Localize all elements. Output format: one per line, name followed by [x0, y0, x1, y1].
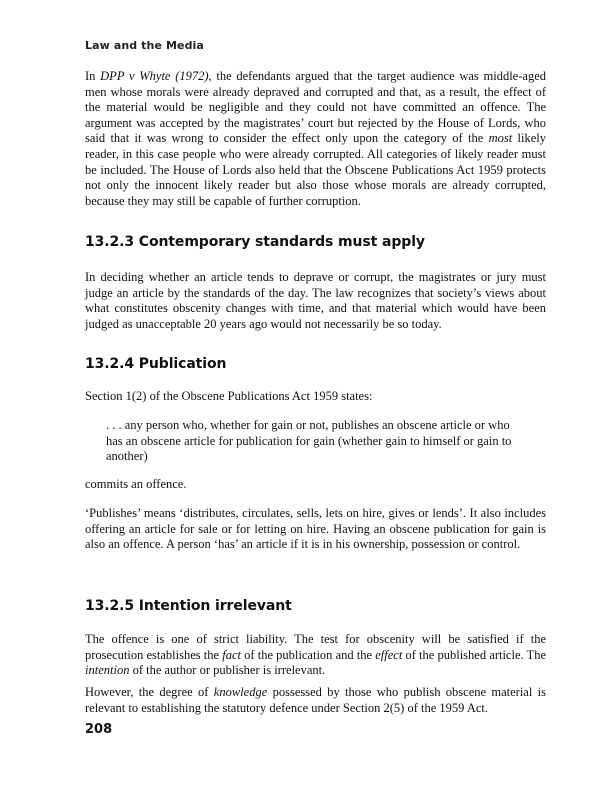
running-header: Law and the Media	[85, 39, 204, 52]
statute-quote: . . . any person who, whether for gain or not, publishes an obscene article or who has an obscene article for publication for gain (whether gain to himself or gain to another)	[106, 418, 512, 464]
emphasis: intention	[85, 663, 130, 678]
text: possessed by those who publish obscene material is relevant to establishing the statutory defence under Section 2(5) of the 1959 Act.	[85, 685, 546, 715]
paragraph-knowledge	[85, 685, 546, 716]
page-number: 208	[85, 722, 113, 737]
emphasis: effect	[375, 647, 403, 662]
emphasis: most	[488, 131, 513, 146]
text: likely reader, in this case people who were already corrupted. All categories of likely reader must be included. The House of Lords also held that the Obscene Publications Act 1959 protects not only the innocent likely reader but also those whose morals are already corrupted, because they may still be capable of further corruption.	[85, 131, 547, 208]
text: of the author or publisher is irrelevant.	[129, 663, 326, 678]
case-name: DPP v Whyte (1972)	[100, 69, 209, 83]
section-heading-13-2-5: 13.2.5 Intention irrelevant	[85, 598, 292, 614]
text: , the defendants argued that the target audience was middle-aged men whose morals were already depraved and corrupted and that, as a result, the effect of the material would be negligible and they could not have committed an offence. The argument was accepted by the magistrates’ court but rejected by the House of Lords, who said that it was wrong to consider the effect only upon the category of the	[85, 69, 546, 146]
text: of the published article. The	[402, 647, 546, 662]
text: The offence is one of strict liability. The test for obscenity will be satisfied if the prosecution establishes the	[85, 632, 546, 662]
paragraph-section-intro: Section 1(2) of the Obscene Publications Act 1959 states:	[85, 389, 373, 403]
emphasis: fact	[222, 647, 241, 662]
text: However, the degree of	[85, 685, 214, 699]
section-heading-13-2-3: 13.2.3 Contemporary standards must apply	[85, 234, 425, 250]
paragraph-commits-offence: commits an offence.	[85, 477, 187, 491]
emphasis: knowledge	[213, 685, 268, 699]
paragraph-strict-liability	[85, 632, 546, 679]
paragraph-contemporary-standards: In deciding whether an article tends to deprave or corrupt, the magistrates or jury must judge an article by the standards of the day. The law recognizes that society’s views about what constitutes obscenity changes with time, and that material which would have been judged as unacceptable 20 years ago would not necessarily be so today.	[85, 270, 546, 331]
text: In	[85, 69, 101, 83]
text: of the publication and the	[241, 647, 376, 662]
section-heading-13-2-4: 13.2.4 Publication	[85, 356, 227, 372]
paragraph-publishes-definition: ‘Publishes’ means ‘distributes, circulates, sells, lets on hire, gives or lends’. It also includes offering an article for sale or for letting on hire. Having an obscene publication for gain is also an offence. A person ‘has’ an article if it is in his ownership, possession or control.	[85, 506, 546, 552]
paragraph-dpp-v-whyte	[85, 69, 546, 209]
